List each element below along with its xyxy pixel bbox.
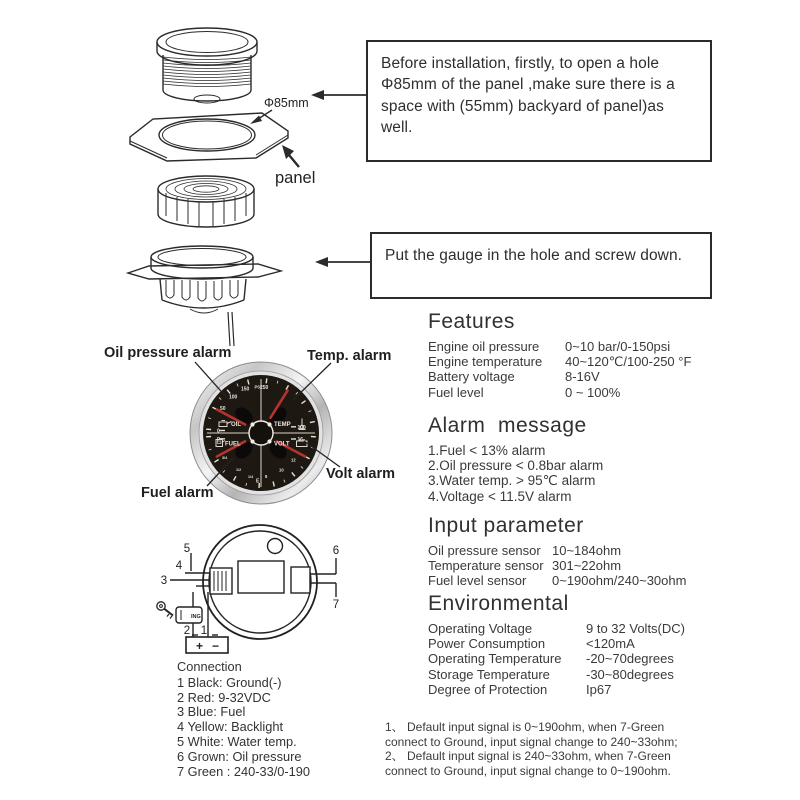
exploded-view-diagram [0,0,400,348]
spec-row [428,369,691,384]
input-parameter-section [428,514,686,589]
battery-plus: + [196,639,204,653]
spec-row [428,339,691,354]
spec-value: 40~120℃/100-250 °F [565,354,692,370]
spec-row [428,543,686,558]
spec-value: 301~22ohm [552,558,622,574]
spec-label: Battery voltage [428,369,515,385]
temp-scale-250: 250 [260,385,269,391]
oil-scale-50: 50 [220,406,226,412]
back-vent-hole [268,539,283,554]
volt-scale-12: 12 [291,457,296,463]
spec-row [428,573,686,588]
spec-row [428,682,685,697]
alarm-item: 3.Water temp. > 95℃ alarm [428,473,596,489]
temp-quadrant-label: TEMP [274,422,291,428]
signal-note-1: 1、 Default input signal is 0~190ohm, when 7-Green connect to Ground, input signal change to 240~33ohm; [385,720,678,749]
alarm-item: 2.Oil pressure < 0.8bar alarm [428,458,604,474]
volt-alarm-label: Volt alarm [326,466,396,482]
volt-scale-8: 8 [265,474,268,479]
back-right-connector [291,567,310,593]
wire-number-5: 5 [183,543,191,555]
alarm-item: 1.Fuel < 13% alarm [428,443,546,458]
instruction-step1-box [366,40,712,162]
connection-title: Connection [177,659,242,674]
wire-number-4: 4 [175,560,183,572]
spec-label: Operating Temperature [428,651,562,667]
spec-row [428,651,685,666]
step2-arrowhead [315,257,328,267]
oil-scale-100: 100 [229,394,238,401]
fuel-scale-12: 1/2 [236,468,242,472]
spec-label: Power Consumption [428,636,546,652]
spec-label: Temperature sensor [428,558,544,574]
spec-row [428,354,691,369]
spec-label: Operating Voltage [428,621,533,636]
spec-label: Storage Temperature [428,666,550,682]
hole-diameter-label: Φ85mm [264,96,309,110]
connection-item: 5 White: Water temp. [177,733,297,749]
spec-value: <120mA [586,636,635,652]
connection-item: 7 Green : 240-33/0-190 [177,763,311,779]
spec-value: -30~80degrees [586,666,674,682]
installed-gauge-part [128,246,281,346]
spec-value: 0~10 bar/0-150psi [565,339,671,354]
fuel-scale-f: F [217,436,221,443]
spec-value: -20~70degrees [586,651,674,667]
wire-number-2: 2 [183,625,191,637]
battery-minus: − [212,639,220,653]
wire-number-7: 7 [332,599,340,611]
signal-note-2: 2、 Default input signal is 240~33ohm, when 7-Green connect to Ground, input signal change to 0~190ohm. [385,749,671,778]
volt-scale-16: 16 [297,437,304,443]
wire-number-1: 1 [200,625,208,637]
spec-value: Ip67 [586,681,612,697]
spec-label: Engine temperature [428,354,543,370]
connection-legend [177,660,310,779]
fuel-quadrant-label: FUEL [225,441,241,448]
spec-value: 0 ~ 100% [565,384,621,400]
oil-quadrant-label: OIL [231,422,241,428]
panel-arrow-line [289,155,299,167]
spec-label: Oil pressure sensor [428,543,541,558]
spec-row [428,558,686,573]
spec-label: Fuel level [428,384,484,400]
instruction-step2-text: Put the gauge in the hole and screw down. [385,247,683,264]
connection-item: 6 Grown: Oil pressure [177,748,302,764]
spec-row [428,621,685,636]
back-center-module [238,561,284,593]
connection-item: 3 Blue: Fuel [177,704,246,720]
input-parameter-title: Input parameter [428,514,584,537]
spec-value: 10~184ohm [552,543,622,558]
gauge-body-part [157,28,257,103]
panel-label: panel [275,169,316,187]
features-title: Features [428,310,515,333]
ignition-label: ING [191,614,201,620]
alarm-title: Alarm message [428,414,587,437]
spec-value: 9 to 32 Volts(DC) [586,621,685,636]
panel-plate-part [130,113,288,161]
volt-quadrant-label: VOLT [274,441,290,448]
back-left-connector [210,568,232,594]
fuel-scale-34: 3/4 [222,456,228,460]
temp-alarm-label: Temp. alarm [307,348,392,364]
step1-arrowhead [311,90,324,100]
alarm-item: 4.Voltage < 11.5V alarm [428,488,572,504]
alarm-label-lines [90,340,420,515]
panel-arrowhead [282,145,294,159]
connection-item: 4 Yellow: Backlight [177,719,283,735]
oil-pressure-alarm-label: Oil pressure alarm [104,345,232,361]
key-icon [157,602,173,619]
connection-item: 2 Red: 9-32VDC [177,689,271,705]
oil-scale-0: 0 [217,428,220,435]
hole-diameter-arrowhead [250,116,262,125]
alarm-section [428,414,603,504]
spec-row [428,385,691,400]
spec-value: 8-16V [565,369,600,385]
spec-label: Degree of Protection [428,681,548,697]
spec-row [428,667,685,682]
back-view-wiring-diagram [140,520,352,666]
wire-number-6: 6 [332,545,340,557]
fuel-scale-14: 1/4 [248,475,254,479]
lock-nut-part [158,176,254,227]
spec-value: 0~190ohm/240~30ohm [552,573,687,589]
environmental-section [428,592,685,697]
signal-notes [385,720,707,778]
spec-row [428,636,685,651]
oil-scale-150: 150 [241,386,250,393]
features-section [428,310,691,400]
instruction-step1-text: Before installation, firstly, to open a hole Φ85mm of the panel ,make sure there is a space with (55mm) backyard of panel)as well. [381,55,675,137]
fuel-scale-e: E [256,478,260,485]
volt-scale-10: 10 [279,467,284,473]
connection-item: 1 Black: Ground(-) [177,674,282,690]
psi-label: PSI [254,384,262,390]
instruction-step2-box [370,232,712,299]
fuel-alarm-label: Fuel alarm [141,485,214,501]
spec-label: Fuel level sensor [428,573,527,589]
temp-scale-100: 100 [297,424,306,431]
spec-label: Engine oil pressure [428,339,540,354]
wire-number-3: 3 [160,575,168,587]
battery-symbol [186,635,228,653]
environmental-title: Environmental [428,592,569,615]
